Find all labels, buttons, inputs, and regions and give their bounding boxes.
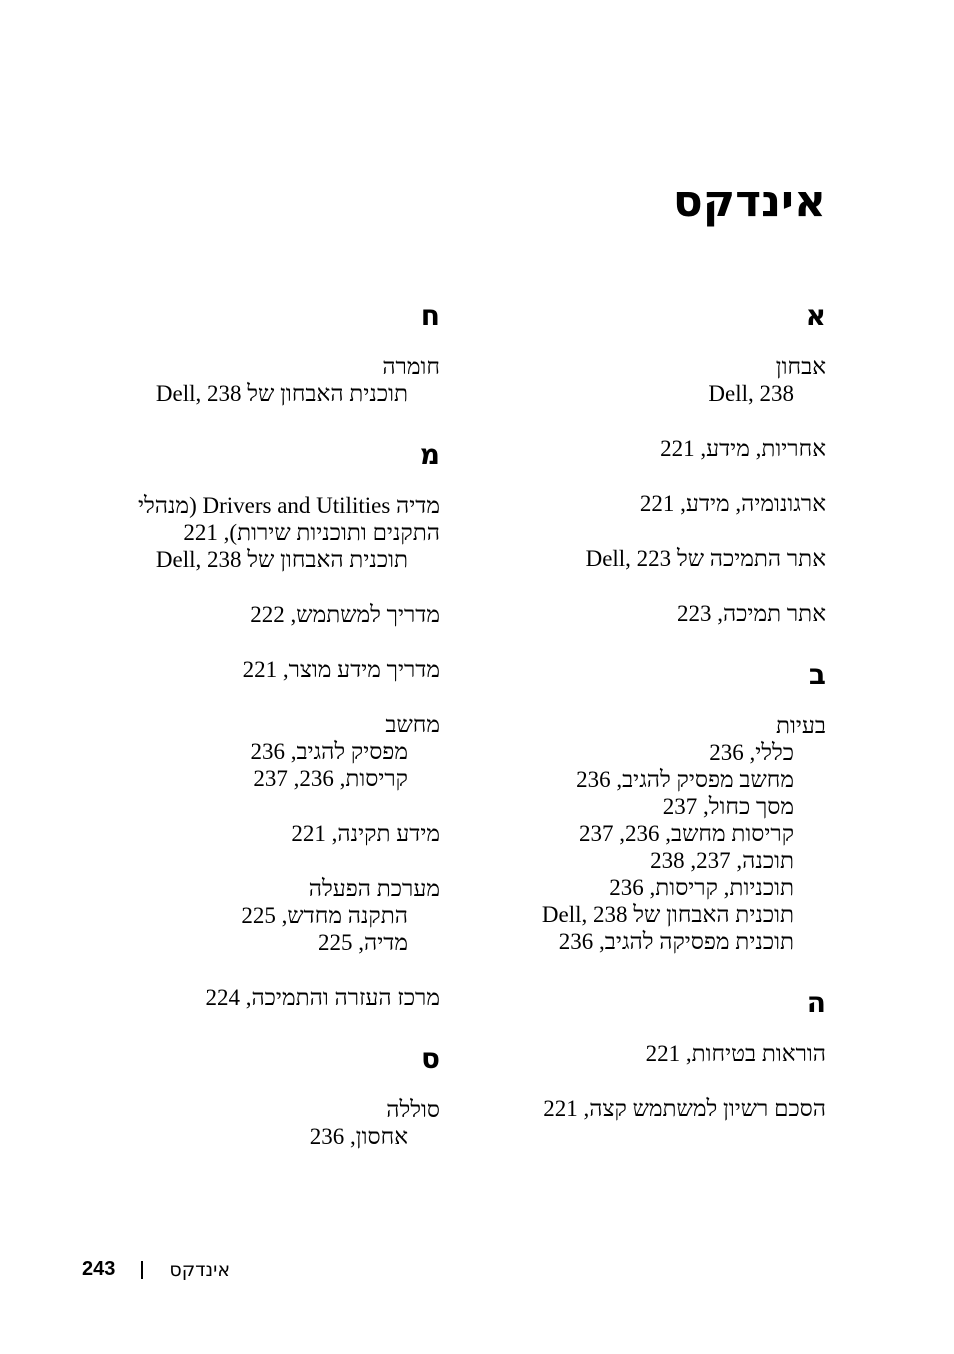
index-entry <box>496 545 826 572</box>
index-letter-heading: א <box>805 299 826 332</box>
index-entry <box>100 601 440 628</box>
index-term: מחשב <box>385 712 440 737</box>
index-term: מדריך למשתמש, 222 <box>250 602 440 627</box>
index-term: ארגונומיה, מידע, 221 <box>639 491 826 516</box>
page-title: אינדקס <box>672 176 826 227</box>
index-subentry: מפסיק להגיב, 236 <box>250 739 408 764</box>
index-entry <box>496 1040 826 1067</box>
index-subentry: מדיה, 225 <box>318 930 408 955</box>
index-entry <box>100 1096 440 1150</box>
index-entry <box>496 353 826 407</box>
footer-label: אינדקס <box>169 1258 231 1281</box>
index-subentry: Dell, 238 <box>708 381 794 406</box>
index-subentry: מסך כחול, 237 <box>662 794 794 819</box>
index-entry <box>496 490 826 517</box>
index-entry <box>100 353 440 407</box>
index-term: אתר תמיכה, 223 <box>676 601 826 626</box>
index-entry <box>100 875 440 956</box>
index-entry <box>100 984 440 1011</box>
index-subentry: כללי, 236 <box>709 740 794 765</box>
index-entry <box>100 492 440 573</box>
index-subentry: תוכנה, 237, 238 <box>650 848 794 873</box>
index-subentry: מחשב מפסיק להגיב, 236 <box>576 767 794 792</box>
index-term: מערכת הפעלה <box>308 876 440 901</box>
index-term: חומרה <box>382 354 440 379</box>
index-subentry: אחסון, 236 <box>309 1124 408 1149</box>
index-term: הסכם רשיון למשתמש קצה, 221 <box>543 1096 826 1121</box>
index-entry <box>496 435 826 462</box>
index-column-left <box>100 296 440 1178</box>
index-term: מידע תקינה, 221 <box>291 821 440 846</box>
index-subentry: קריסות מחשב, 236, 237 <box>579 821 794 846</box>
index-term: אבחון <box>775 354 826 379</box>
index-letter-heading: ה <box>806 986 826 1019</box>
index-subentry: תוכנית האבחון של Dell, 238 <box>155 381 408 406</box>
index-subentry: תוכנית האבחון של Dell, 238 <box>541 902 794 927</box>
index-entry <box>496 1095 826 1122</box>
index-entry <box>100 820 440 847</box>
index-term: הוראות בטיחות, 221 <box>645 1041 826 1066</box>
index-entry <box>100 656 440 683</box>
index-term: התקנים ותוכניות שירות), 221 <box>183 520 440 545</box>
index-column-right <box>496 296 826 1150</box>
index-term: בעיות <box>775 713 826 738</box>
index-term: סוללה <box>386 1097 440 1122</box>
footer-divider <box>141 1261 143 1279</box>
index-letter-heading: ח <box>420 299 440 332</box>
index-letter-heading: מ <box>419 438 440 471</box>
index-subentry: תוכנית מפסיקה להגיב, 236 <box>558 929 794 954</box>
index-term: מרכז העזרה והתמיכה, 224 <box>205 985 440 1010</box>
index-term: מדיה Drivers and Utilities (מנהלי <box>137 493 440 518</box>
index-subentry: קריסות, 236, 237 <box>253 766 408 791</box>
page-footer <box>82 1258 230 1281</box>
index-letter-heading: ב <box>808 658 826 691</box>
index-subentry: התקנה מחדש, 225 <box>241 903 408 928</box>
index-term: מדריך מידע מוצר, 221 <box>242 657 440 682</box>
index-entry <box>496 712 826 955</box>
index-entry <box>496 600 826 627</box>
page-number: 243 <box>82 1258 116 1280</box>
index-term: אחריות, מידע, 221 <box>660 436 826 461</box>
index-subentry: תוכנית האבחון של Dell, 238 <box>155 547 408 572</box>
index-term: אתר התמיכה של Dell, 223 <box>585 546 826 571</box>
index-subentry: תוכניות, קריסות, 236 <box>609 875 794 900</box>
index-entry <box>100 711 440 792</box>
index-letter-heading: ס <box>420 1042 440 1075</box>
